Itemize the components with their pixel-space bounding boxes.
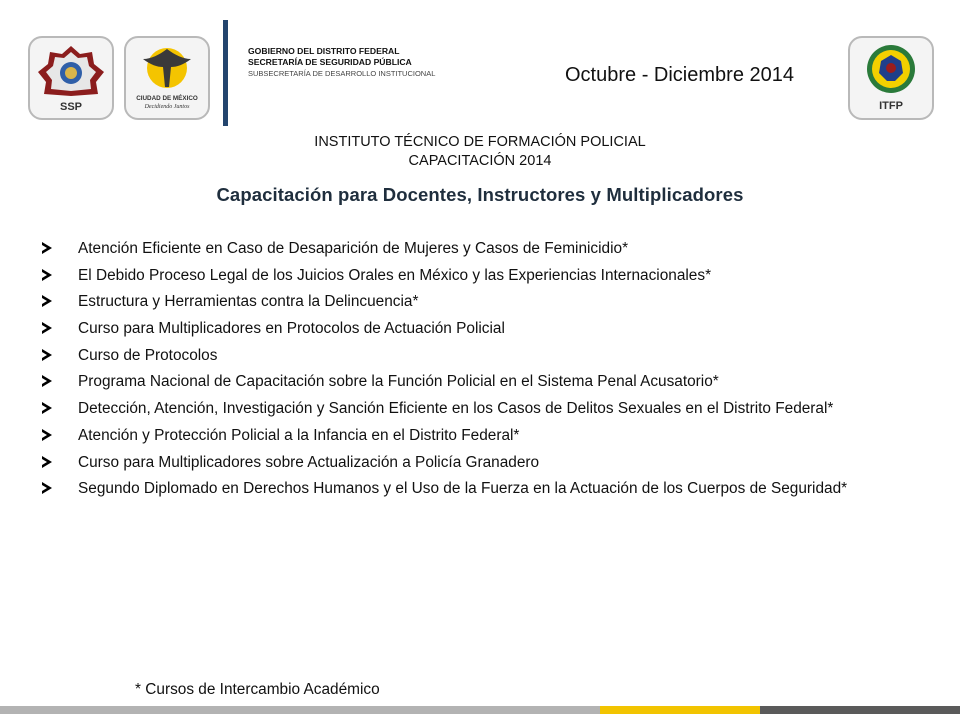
period-label: Octubre - Diciembre 2014 (565, 64, 794, 86)
list-item (40, 265, 916, 287)
arrow-bullet-icon (42, 269, 52, 281)
course-name: Segundo Diplomado en Derechos Humanos y el Uso de la Fuerza en la Actuación de los Cuerpos de Seguridad* (78, 480, 848, 498)
institute-name: INSTITUTO TÉCNICO DE FORMACIÓN POLICIAL (314, 134, 646, 150)
list-item (40, 398, 916, 420)
course-name: Curso para Multiplicadores sobre Actualización a Policía Granadero (78, 453, 540, 471)
arrow-bullet-icon (42, 482, 52, 494)
list-item (40, 345, 916, 367)
course-name: Atención Eficiente en Caso de Desaparición de Mujeres y Casos de Feminicidio* (78, 240, 629, 257)
ssp-logo (28, 36, 114, 120)
government-header (248, 46, 435, 79)
list-item (40, 291, 916, 313)
itfp-logo (848, 36, 934, 120)
list-item (40, 425, 916, 447)
ssp-badge-icon (34, 42, 108, 114)
course-name: Detección, Atención, Investigación y Sanción Eficiente en los Casos de Delitos Sexuales en el Distrito Federal* (78, 400, 834, 418)
course-name: Curso para Multiplicadores en Protocolos de Actuación Policial (78, 320, 505, 338)
footer-color-bar (0, 706, 960, 714)
training-year: CAPACITACIÓN 2014 (408, 153, 552, 169)
course-name: Estructura y Herramientas contra la Delincuencia* (78, 293, 419, 311)
cdmx-logo (124, 36, 210, 120)
institute-header (0, 133, 960, 171)
arrow-bullet-icon (42, 402, 52, 414)
course-name: Atención y Protección Policial a la Infancia en el Distrito Federal* (78, 426, 520, 444)
header-divider (223, 20, 228, 126)
list-item (40, 318, 916, 340)
ssp-logo-text: SSP (59, 101, 83, 113)
arrow-bullet-icon (42, 295, 52, 307)
arrow-bullet-icon (42, 242, 52, 254)
footer-bar-yellow (600, 706, 760, 714)
arrow-bullet-icon (42, 456, 52, 468)
footer-bar-gray (0, 706, 600, 714)
arrow-bullet-icon (42, 375, 52, 387)
cdmx-logo-slogan: Decidiendo Juntos (144, 104, 190, 110)
itfp-logo-text: ITFP (879, 100, 903, 112)
cdmx-logo-name: CIUDAD DE MÉXICO (136, 95, 198, 102)
footer-bar-dark (760, 706, 960, 714)
course-list (40, 238, 916, 505)
footnote: * Cursos de Intercambio Académico (135, 681, 380, 698)
page-title: Capacitación para Docentes, Instructores y Multiplicadores (216, 184, 744, 205)
gov-line-2: SECRETARÍA DE SEGURIDAD PÚBLICA (248, 57, 412, 67)
angel-icon (129, 41, 205, 115)
itfp-seal-icon (853, 41, 929, 115)
arrow-bullet-icon (42, 349, 52, 361)
list-item (40, 452, 916, 474)
list-item (40, 238, 916, 260)
list-item (40, 371, 916, 393)
course-name: Curso de Protocolos (78, 346, 218, 364)
gov-line-1: GOBIERNO DEL DISTRITO FEDERAL (248, 46, 400, 56)
course-name: Programa Nacional de Capacitación sobre la Función Policial en el Sistema Penal Acusatorio* (78, 373, 719, 391)
course-name: El Debido Proceso Legal de los Juicios Orales en México y las Experiencias Internacionales* (78, 266, 712, 284)
arrow-bullet-icon (42, 322, 52, 334)
arrow-bullet-icon (42, 429, 52, 441)
list-item (40, 478, 916, 500)
gov-line-3: SUBSECRETARÍA DE DESARROLLO INSTITUCIONAL (248, 69, 436, 78)
